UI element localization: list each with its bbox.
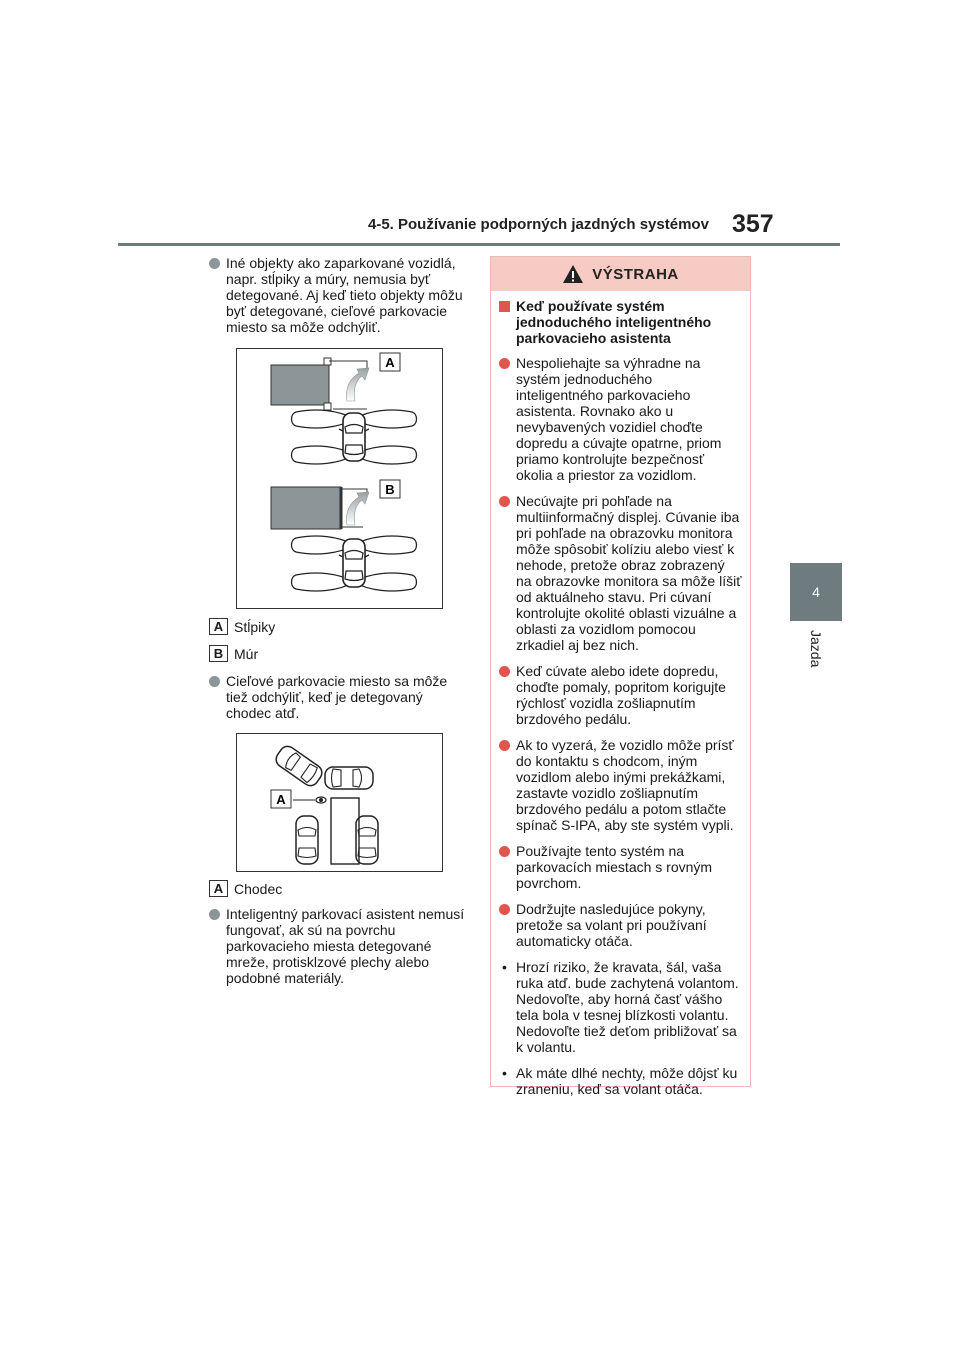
square-bullet-icon [499,301,510,312]
warning-header [491,257,750,291]
warning-bullet: Necúvajte pri pohľade na multiinformačný displej. Cúvanie iba pri pohľade na obrazovku monitora môže spôsobiť kolíziu alebo viesť k nehode, pretože obraz zobrazený na obrazovke monitora sa môže líšiť od aktuálneho stavu. Pri cúvaní kontrolujte okolité oblasti vizuálne a oblasti za vozidlom pomocou zrkadiel aj bez nich. [499,493,742,653]
bullet-dot-icon [209,909,220,920]
figure-label-a: A [276,792,286,807]
bullet-dot-icon [499,740,510,751]
legend-letter-box: B [209,645,228,662]
left-column-2 [209,673,471,721]
warning-body [491,291,750,1097]
warning-subheading: Keď používate systém jednoduchého inteligentného parkovacieho asistenta [499,298,742,346]
chapter-label [786,630,846,680]
figure-label-a: A [385,355,395,370]
warning-bullet: Ak to vyzerá, že vozidlo môže prísť do kontaktu s chodcom, iným vozidlom alebo inými prekážkami, zastavte vozidlo zošliapnutím brzdového pedálu a potom stlačte spínač S-IPA, aby ste systém vypli. [499,737,742,833]
figure-pillar-wall [236,348,443,609]
bullet-dot-icon [209,258,220,269]
legend-pedestrian: A Chodec [209,880,282,897]
figure-label-b: B [385,482,395,497]
legend-letter-box: A [209,618,228,635]
warning-bullet: Keď cúvate alebo idete dopredu, choďte pomaly, popritom korigujte rýchlosť vozidla zošliapnutím brzdového pedálu. [499,663,742,727]
bullet-surface: Inteligentný parkovací asistent nemusí fungovať, ak sú na povrchu parkovacieho miesta detegované mreže, protisklzové plechy alebo podobné materiály. [209,906,471,986]
figure-pedestrian [236,733,443,872]
warning-box [490,256,751,1097]
section-title: 4-5. Používanie podporných jazdných systémov [368,216,709,233]
warning-triangle-icon [562,264,584,284]
legend-pillar: A Stĺpiky [209,618,275,635]
warning-bullet: Používajte tento systém na parkovacích miestach s rovným povrchom. [499,843,742,891]
chapter-number: 4 [812,584,820,600]
left-column-3 [209,906,471,986]
subbullet-mark: • [502,959,507,975]
bullet-dot-icon [499,496,510,507]
bullet-dot-icon [499,358,510,369]
bullet-dot-icon [499,666,510,677]
bullet-dot-icon [209,676,220,687]
warning-title: VÝSTRAHA [592,265,679,283]
legend-letter-box: A [209,880,228,897]
bullet-dot-icon [499,904,510,915]
chapter-tab [790,563,842,621]
bullet-dot-icon [499,846,510,857]
figure-pillar-wall-illustration [237,349,442,608]
warning-bullet: Dodržujte nasledujúce pokyny, pretože sa volant pri používaní automaticky otáča. [499,901,742,949]
chapter-label-text: Jazda [808,630,824,668]
figure-pedestrian-illustration [237,734,442,871]
warning-subbullet: • Hrozí riziko, že kravata, šál, vaša ruka atď. bude zachytená volantom. Nedovoľte, aby horná časť vášho tela bola v tesnej blízkosti volantu. Nedovoľte tiež deťom približovať sa k volantu. [502,959,739,1055]
warning-bullet: Nespoliehajte sa výhradne na systém jednoduchého inteligentného parkovacieho asistenta. Rovnako ako u nevybavených vozidiel choďte dopredu a cúvajte opatrne, priom priamo kontrolujte bezpečnosť okolia a priestor za vozidlom. [499,355,742,483]
page-number: 357 [732,210,774,238]
bullet-objects: Iné objekty ako zaparkované vozidlá, napr. stĺpiky a múry, nemusia byť detegované. Aj keď tieto objekty môžu byť detegované, cieľové parkovacie miesto sa môže odchýliť. [209,255,471,335]
legend-wall: B Múr [209,645,258,662]
bullet-pedestrian: Cieľové parkovacie miesto sa môže tiež odchýliť, keď je detegovaný chodec atď. [209,673,471,721]
subbullet-mark: • [502,1065,507,1081]
header-rule [118,243,840,246]
warning-subbullet: • Ak máte dlhé nechty, môže dôjsť ku zraneniu, keď sa volant otáča. [502,1065,738,1097]
left-column [209,255,471,335]
